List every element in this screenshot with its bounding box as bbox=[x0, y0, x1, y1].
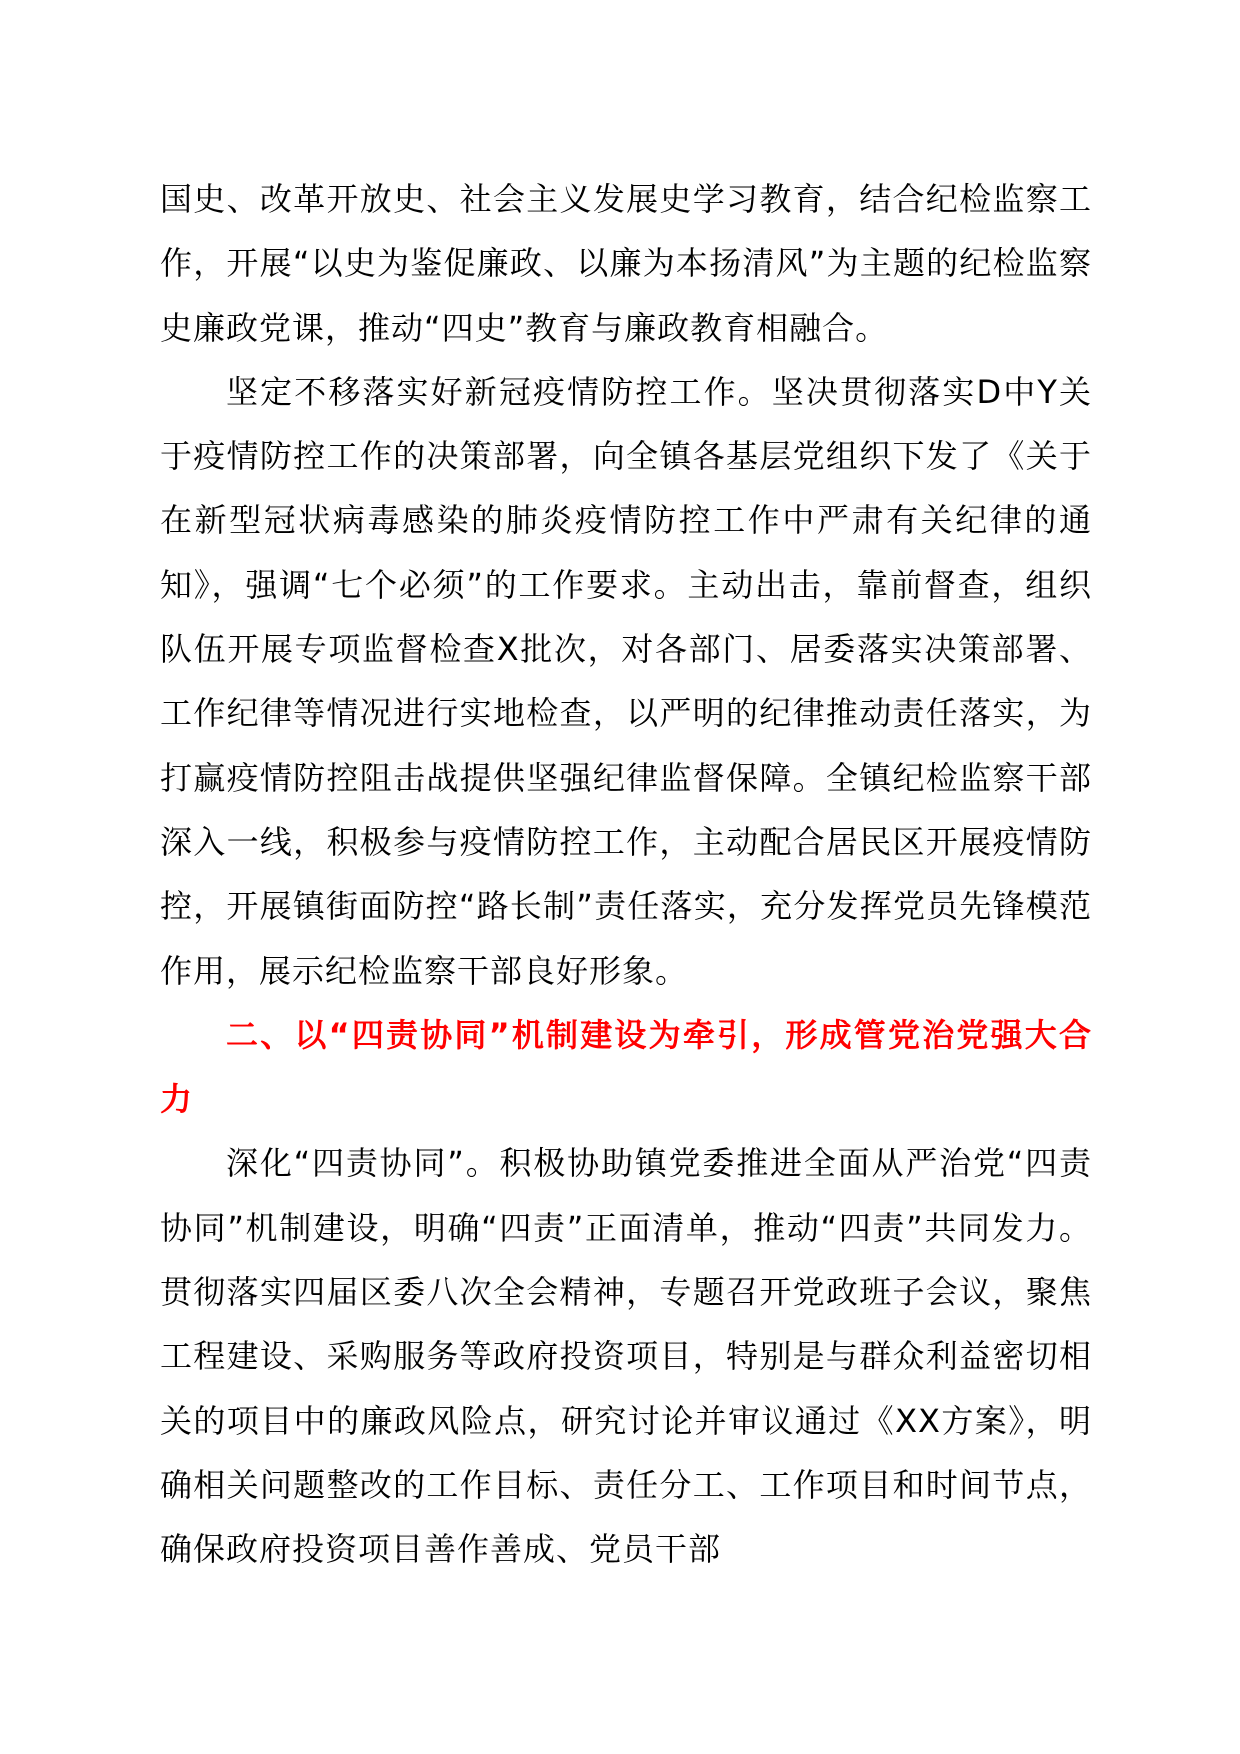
paragraph-epidemic-prevention: 坚定不移落实好新冠疫情防控工作。坚决贯彻落实D中Y关于疫情防控工作的决策部署，向全镇各基层党组织下发了《关于在新型冠状病毒感染的肺炎疫情防控工作中严肃有关纪律的通知》，强调“七个必须”的工作要求。主动出击，靠前督查，组织队伍开展专项监督检查X批次，对各部门、居委落实决策部署、工作纪律等情况进行实地检查，以严明的纪律推动责任落实，为打赢疫情防控阻击战提供坚强纪律监督保障。全镇纪检监察干部深入一线，积极参与疫情防控工作，主动配合居民区开展疫情防控，开展镇街面防控“路长制”责任落实，充分发挥党员先锋模范作用，展示纪检监察干部良好形象。 bbox=[160, 372, 1092, 990]
paragraph-study-education: 国史、改革开放史、社会主义发展史学习教育，结合纪检监察工作，开展“以史为鉴促廉政、以廉为本扬清风”为主题的纪检监察史廉政党课，推动“四史”教育与廉政教育相融合。 bbox=[160, 180, 1092, 347]
paragraph-deepen-four-responsibilities: 深化“四责协同”。积极协助镇党委推进全面从严治党“四责协同”机制建设，明确“四责”正面清单，推动“四责”共同发力。贯彻落实四届区委八次全会精神，专题召开党政班子会议，聚焦工程建设、采购服务等政府投资项目，特别是与群众利益密切相关的项目中的廉政风险点，研究讨论并审议通过《XX方案》，明确相关问题整改的工作目标、责任分工、工作项目和时间节点，确保政府投资项目善作善成、党员干部 bbox=[160, 1144, 1092, 1569]
section-heading-four-responsibilities: 二、以“四责协同”机制建设为牵引，形成管党治党强大合力 bbox=[160, 1015, 1092, 1119]
document-body bbox=[160, 167, 1092, 1582]
